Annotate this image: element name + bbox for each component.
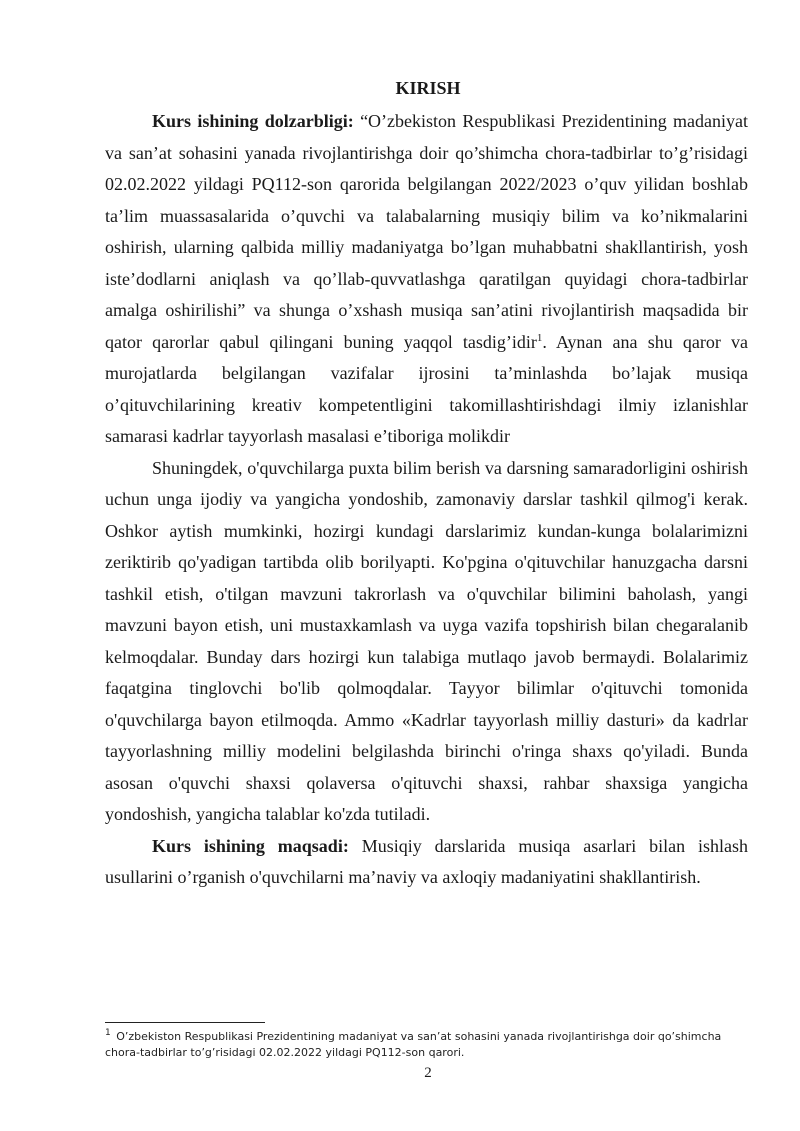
footnote-separator <box>105 1022 265 1023</box>
page-number: 2 <box>424 1065 432 1081</box>
paragraph-relevance <box>105 106 748 453</box>
section-heading: KIRISH <box>395 78 461 98</box>
relevance-text: “O’zbekiston Respublikasi Prezidentining madaniyat va san’at sohasini yanada rivojlantirishga doir qo’shimcha chora-tadbirlar to’g’risidagi 02.02.2022 yildagi PQ112-son qarorida belgilangan 2022/2023 o’quv yilidan boshlab ta’lim muassasalarida o’quvchi va talabalarning musiqiy bilim va ko’nikmalarini oshirish, ularning qalbida milliy madaniyatga bo’lgan muhabbatni shakllantirish, yosh iste’dodlarni aniqlash va qo’llab-quvvatlashga qaratilgan quyidagi chora-tadbirlar amalga oshirilishi” va shunga o’xshash musiqa san’atini rivojlantirish maqsadida bir qator qarorlar qabul qilingani buning yaqqol tasdig’idir <box>105 111 749 352</box>
footnote-text: O’zbekiston Respublikasi Prezidentining madaniyat va san’at sohasini yanada rivojlantirishga doir qo’shimcha chora-tadbirlar to’g’risidagi 02.02.2022 yildagi PQ112-son qarori. <box>105 1030 722 1059</box>
footnote-mark: 1 <box>105 1028 111 1039</box>
paragraph-lessons: Shuningdek, o'quvchilarga puxta bilim berish va darsning samaradorligini oshirish uchun unga ijodiy va yangicha yondoshib, zamonaviy darslar tashkil qilmog'i kerak. Oshkor aytish mumkinki, hozirgi kundagi darslarimiz kundan-kunga bolalarimizni zeriktirib qo'yadigan tartibda olib borilyapti. Ko'pgina o'qituvchilar hanuzgacha darsni tashkil etish, o'tilgan mavzuni takrorlash va o'quvchilar bilimini baholash, yangi mavzuni bayon etish, uni mustaxkamlash va uyga vazifa topshirish bilan chegaralanib kelmoqdalar. Bunday dars hozirgi kun talabiga mutlaqo javob bermaydi. Bolalarimiz faqatgina tinglovchi bo'lib qolmoqdalar. Tayyor bilimlar o'qituvchi tomonida o'quvchilarga bayon etilmoqda. Ammo «Kadrlar tayyorlash milliy dasturi» da kadrlar tayyorlashning milliy modelini belgilashda birinchi o'ringa shaxs qo'yiladi. Bunda asosan o'quvchi shaxsi qolaversa o'qituvchi shaxsi, rahbar shaxsiga yangicha yondoshish, yangicha talablar ko'zda tutiladi. <box>105 457 748 824</box>
body-text <box>105 106 748 894</box>
goal-text: Musiqiy darslarida musiqa asarlari bilan ishlash usullarini o’rganish o'quvchilarni ma’naviy va axloqiy madaniyatini shakllantirish. <box>105 835 748 887</box>
paragraph-goal <box>105 831 748 894</box>
footnote <box>105 1029 745 1061</box>
relevance-text-continued: . Aynan ana shu qaror va murojatlarda belgilangan vazifalar ijrosini ta’minlashda bo’lajak musiqa o’qituvchilarining kreativ kompetentligini takomillashtirishdagi ilmiy izlanishlar samarasi kadrlar tayyorlash masalasi e’tiboriga molikdir <box>105 331 748 446</box>
footnote-reference[interactable]: 1 <box>536 331 543 344</box>
relevance-label: Kurs ishining dolzarbligi: <box>152 111 354 131</box>
goal-label: Kurs ishining maqsadi: <box>152 835 349 856</box>
